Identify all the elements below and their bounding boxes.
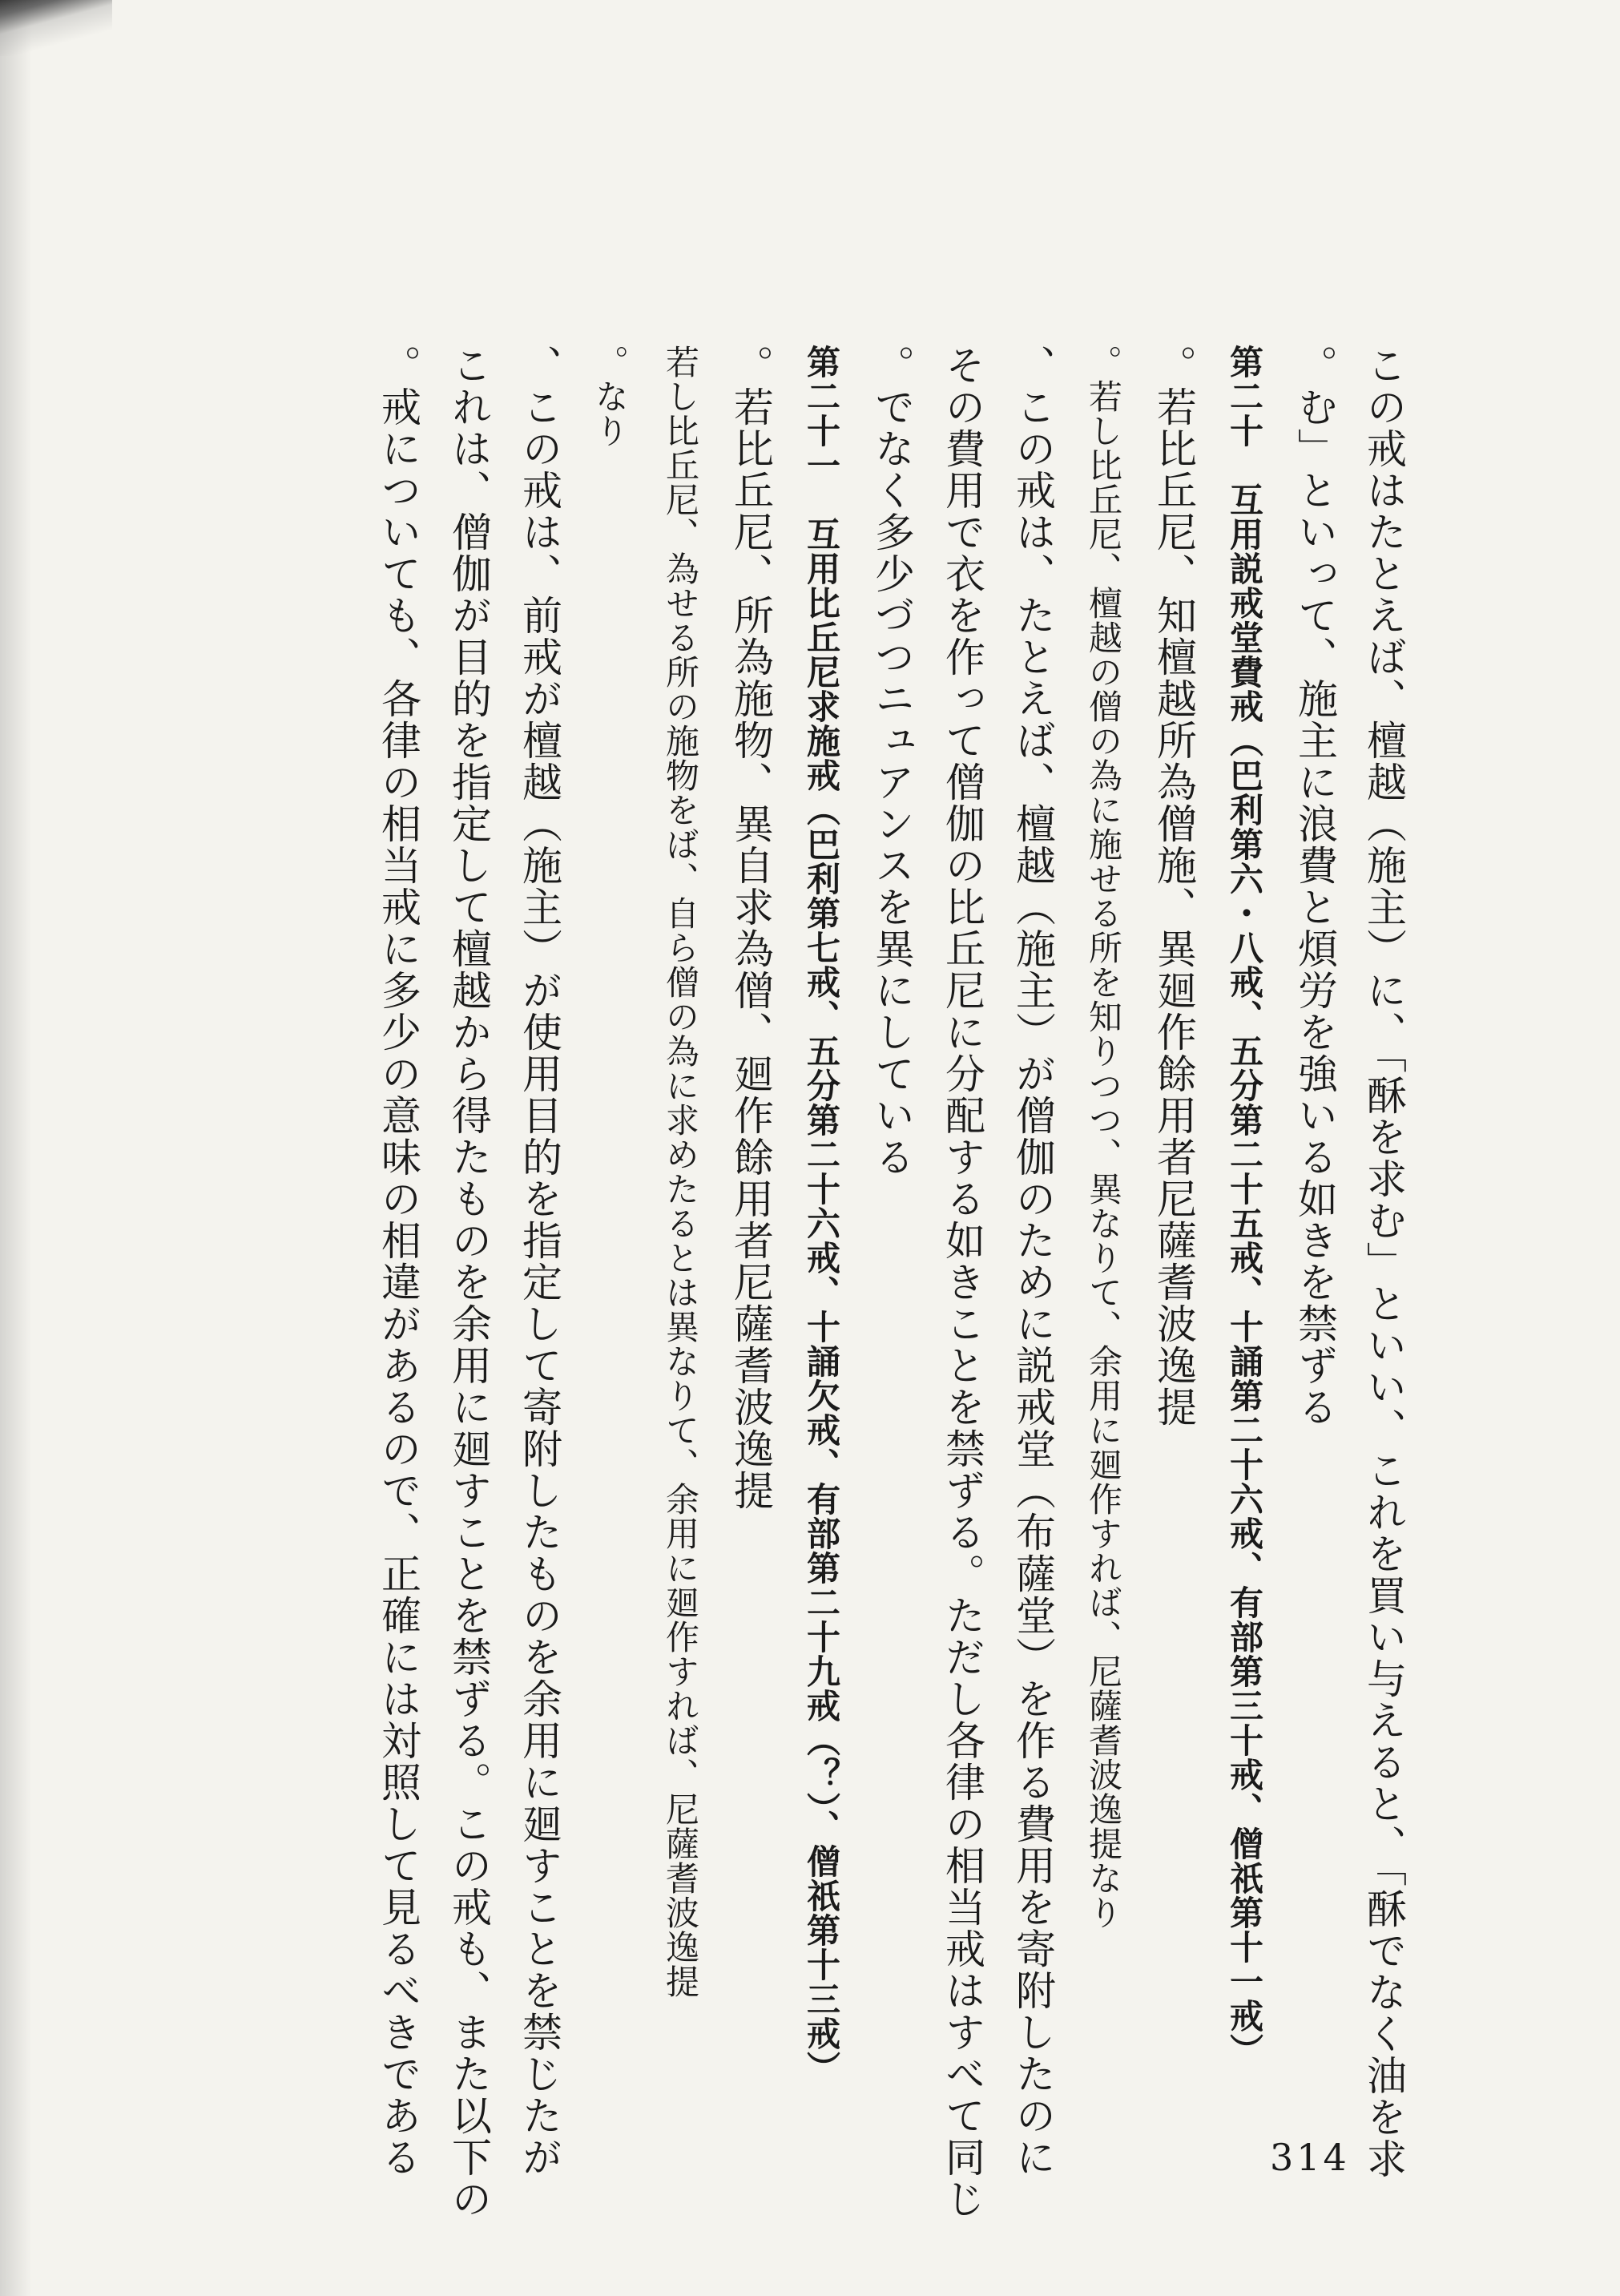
section-heading-20: 第二十 互用説戒堂費戒（巴利第六・八戒、五分第二十五戒、十誦第二十六戒、有部第三十戒、僧祇第十一戒） (1225, 345, 1264, 2068)
paragraph-line: この戒はたとえば、檀越（施主）に、「酥を求む」といい、これを買い与えると、「酥でなく油を求 (1360, 345, 1407, 2180)
paragraph-line: この戒は、前戒が檀越（施主）が使用目的を指定して寄附したものを余用に廻すことを禁じたが、 (516, 345, 562, 2178)
paragraph-line: この戒は、たとえば、檀越（施主）が僧伽のために説戒堂（布薩堂）を作る費用を寄附したのに、 (1009, 345, 1056, 2178)
paragraph-line: その費用で衣を作って僧伽の比丘尼に分配する如きことを禁ずる。ただし各律の相当戒はすべて同じ (939, 345, 985, 2220)
paragraph-line: む」といって、施主に浪費と煩労を強いる如きを禁ずる。 (1292, 345, 1338, 1428)
reading-line: なり。 (590, 345, 630, 448)
vinaya-text-line: 若比丘尼、知檀越所為僧施、異廻作餘用者尼薩耆波逸提。 (1151, 345, 1197, 1428)
paragraph-line: これは、僧伽が目的を指定して檀越から得たものを余用に廻すことを禁ずる。この戒も、また以下の (445, 345, 492, 2220)
scan-shadow-edge (0, 0, 32, 2296)
paragraph-line: でなく多少づつニュアンスを異にしている。 (868, 345, 915, 1178)
reading-line: 若し比丘尼、檀越の僧の為に施せる所を知りつつ、異なりて、余用に廻作すれば、尼薩耆波逸提なり。 (1084, 345, 1123, 1930)
section-heading-21: 第二十一 互用比丘尼求施戒（巴利第七戒、五分第二十六戒、十誦欠戒、有部第二十九戒（？）、僧祇第十三戒） (802, 345, 841, 2085)
paragraph-line: 戒についても、各律の相当戒に多少の意味の相違があるので、正確には対照して見るべきである。 (375, 345, 421, 2178)
page-number: 314 (1270, 2136, 1350, 2179)
vinaya-text-line: 若比丘尼、所為施物、異自求為僧、廻作餘用者尼薩耆波逸提。 (727, 345, 774, 1511)
reading-line: 若し比丘尼、為せる所の施物をば、自ら僧の為に求めたるとは異なりて、余用に廻作すれば、尼薩耆波逸提 (661, 345, 700, 1999)
scan-shadow-corner (0, 0, 112, 56)
